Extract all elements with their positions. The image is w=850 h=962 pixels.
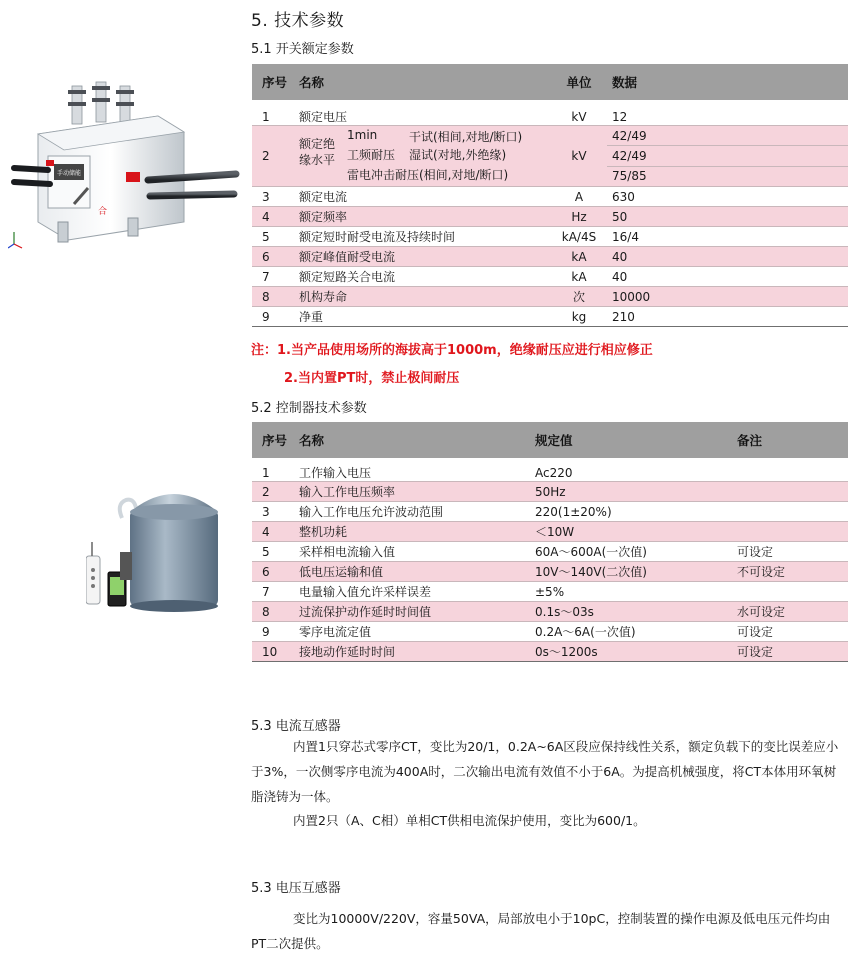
table-row: 9 净重 kg 210 xyxy=(252,307,848,327)
table-row: 6 低电压运输和值 10V～140V(二次值) 不可设定 xyxy=(252,562,848,582)
s52-title: 5.2 控制器技术参数 xyxy=(251,401,367,416)
switch-params-table: 序号 名称 单位 数据 1 额定电压 kV 12 2 额定绝 缘水平 1min 工频耐压 干试(相间,对地/断口) 湿试(对地,外绝缘) 雷电冲击耐压(相间,对地/断口) kV 42/49 42/49 75/85 3 额定电流 A 630 4 额定频率 Hz 50 5 额定短时耐受电流及持续时间 kA/4S 16/4 6 额定峰值耐受电流 kA 40 7 额定短路关合电流 kA 40 8 机构寿命 次 10000 9 净重 kg 210 xyxy=(252,64,848,327)
s53a-title: 5.3 电流互感器 xyxy=(251,719,341,734)
note-line-2: 2.当内置PT时，禁止极间耐压 xyxy=(284,371,460,386)
svg-text:合: 合 xyxy=(98,207,108,217)
controller-params-table xyxy=(252,422,848,662)
s53a-paragraph-1: 内置1只穿芯式零序CT，变比为20/1，0.2A~6A区段应保持线性关系，额定负载下的变比误差应小于3%，一次侧零序电流为400A时，二次输出电流有效值不小于6A。为提高机械强度，将CT本体用环氧树脂浇铸为一体。 xyxy=(251,739,839,804)
table-row: 10 接地动作延时时间 0s～1200s 可设定 xyxy=(252,642,848,662)
col-unit: 单位 xyxy=(551,64,607,100)
table-row: 1 工作输入电压 Ac220 xyxy=(252,458,848,482)
col-no: 序号 xyxy=(252,64,299,100)
s53b-title: 5.3 电压互感器 xyxy=(251,881,341,896)
table-row: 5 采样相电流输入值 60A～600A(一次值) 可设定 xyxy=(252,542,848,562)
table-row: 3 输入工作电压允许波动范围 220(1±20%) xyxy=(252,502,848,522)
col-name: 名称 xyxy=(299,64,551,100)
table-row: 4 额定频率 Hz 50 xyxy=(252,207,848,227)
table-row: 4 整机功耗 ＜10W xyxy=(252,522,848,542)
table-row: 2 额定绝 缘水平 1min 工频耐压 干试(相间,对地/断口) 湿试(对地,外绝缘) 雷电冲击耐压(相间,对地/断口) kV 42/49 xyxy=(252,126,848,146)
switch-sign-text: 手动储能 xyxy=(56,170,82,177)
col-data: 数据 xyxy=(607,64,848,100)
note-line-1: 注：1.当产品使用场所的海拔高于1000m，绝缘耐压应进行相应修正 xyxy=(251,343,653,358)
s53b-paragraph-1: 变比为10000V/220V，容量50VA，局部放电小于10pC，控制装置的操作电源及低电压元件均由PT二次提供。 xyxy=(251,911,831,951)
table-header xyxy=(252,422,848,458)
table-row: 3 额定电流 A 630 xyxy=(252,187,848,207)
table-row: 7 电量输入值允许采样误差 ±5% xyxy=(252,582,848,602)
col-no: 序号 xyxy=(252,422,299,458)
s51-title: 5.1 开关额定参数 xyxy=(251,42,354,57)
table-row: 1 额定电压 kV 12 xyxy=(252,100,848,126)
section-title: 5. 技术参数 xyxy=(251,11,345,31)
table-row: 7 额定短路关合电流 kA 40 xyxy=(252,267,848,287)
controller-image xyxy=(86,482,224,614)
table-row: 6 额定峰值耐受电流 kA 40 xyxy=(252,247,848,267)
table-row: 2 输入工作电压频率 50Hz xyxy=(252,482,848,502)
table-row: 5 额定短时耐受电流及持续时间 kA/4S 16/4 xyxy=(252,227,848,247)
col-remark: 备注 xyxy=(737,422,848,458)
insulation-level-cell: 额定绝 缘水平 1min 工频耐压 干试(相间,对地/断口) 湿试(对地,外绝缘) 雷电冲击耐压(相间,对地/断口) xyxy=(299,128,523,182)
table-row: 9 零序电流定值 0.2A～6A(一次值) 可设定 xyxy=(252,622,848,642)
table-row: 8 过流保护动作延时时间值 0.1s～03s 水可设定 xyxy=(252,602,848,622)
table-row: 8 机构寿命 次 10000 xyxy=(252,287,848,307)
table-header xyxy=(252,64,848,100)
col-value: 规定值 xyxy=(535,422,737,458)
col-name: 名称 xyxy=(299,422,535,458)
s53a-paragraph-2: 内置2只（A、C相）单相CT供相电流保护使用，变比为600/1。 xyxy=(293,813,646,828)
circuit-breaker-image xyxy=(8,72,240,262)
